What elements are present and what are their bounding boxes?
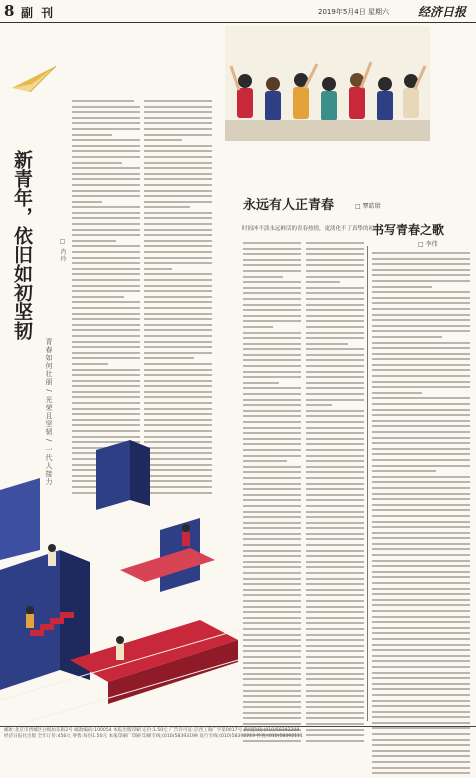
article3-title: 书写青春之歌 <box>372 223 445 237</box>
article1-author: □ 肖玲 <box>59 238 66 263</box>
article3-body <box>372 252 470 778</box>
article1-title: 新青年，依旧如初坚韧 <box>11 150 33 340</box>
youth-group-illustration <box>225 26 430 141</box>
article2-author: □ 覃皓珺 <box>355 203 381 210</box>
section-name: 副 刊 <box>21 6 56 20</box>
footer-line-1: 邮址:北京市西城区白纸坊东街2号 邮政编码:100054 本报出版印刷 定价:1.50元 广告许可证:京西工商广字第0017号 新闻热线:(010)58392208 <box>4 728 300 733</box>
article2-title: 永远有人正青春 <box>243 198 335 213</box>
article2-body-col2 <box>306 242 364 745</box>
issue-date: 2019年5月4日 星期六 <box>318 8 389 16</box>
column-divider <box>367 246 368 721</box>
cityscape-illustration <box>0 430 238 724</box>
article2-body-col1 <box>243 242 301 745</box>
article3-author: □ 李伟 <box>418 241 438 248</box>
page-footer <box>0 726 476 739</box>
article2-subtitle: 时间冲不淡永远鲜活的青春热情，更淡化不了真挚的初心 <box>242 226 380 232</box>
paper-plane-icon <box>10 62 58 94</box>
footer-line-2: 经济日报社出版 全年订价:456元 零售:每份1.50元 本报印刷厂印刷 印刷专线:(010)58393199 发行专线:(010)58392213 传真:(010)58392111 <box>4 734 303 739</box>
page-header <box>0 0 476 23</box>
page-number: 8 <box>4 2 15 20</box>
newspaper-logo: 经济日报 <box>418 5 467 19</box>
article1-tagline: 青春如何壮丽 / 光荣且坚韧 / 一代人接力 <box>45 338 53 486</box>
